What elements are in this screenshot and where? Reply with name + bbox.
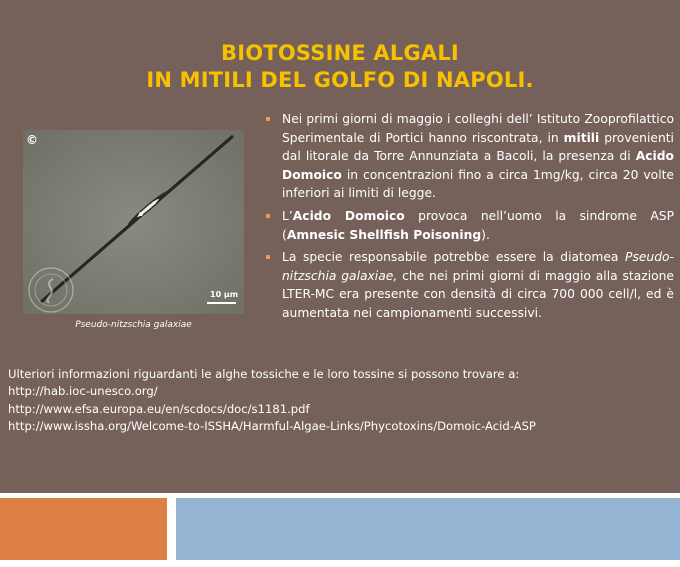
bullet-list	[264, 110, 674, 327]
bullet-text: che nei primi giorni di maggio alla stazione LTER-MC era presente con densità di circa 700 000 cell/l, ed è aumentata nei campionamenti successivi.	[282, 268, 674, 320]
scale-bar	[207, 302, 236, 304]
bullet-item	[264, 110, 674, 203]
image-caption: Pseudo-nitzschia galaxiae	[75, 320, 192, 330]
bullet-text: provenienti dal litorale da Torre Annunziata a Bacoli, la presenza di	[282, 130, 674, 164]
bullet-bold: Acido Domoico	[282, 149, 674, 182]
bullet-item	[264, 248, 674, 322]
diatom-micrograph	[23, 130, 244, 314]
micrograph-image	[23, 130, 244, 314]
footer-bar-orange	[0, 498, 167, 560]
bullet-text: in concentrazioni fino a circa 1mg/kg, circa 20 volte inferiori ai limiti di legge.	[282, 167, 674, 201]
extra-info	[8, 366, 668, 436]
bullet-dot-icon	[266, 117, 270, 121]
bullet-bold: Acido Domoico	[292, 208, 405, 223]
link-efsa[interactable]: http://www.efsa.europa.eu/en/scdocs/doc/s1181.pdf	[8, 401, 310, 416]
slide-title	[0, 40, 680, 94]
title-line-2: IN MITILI DEL GOLFO DI NAPOLI.	[146, 68, 534, 92]
bullet-text: Nei primi giorni di maggio i colleghi dell’ Istituto Zooprofilattico Sperimentale di Portici hanno riscontrata, in	[282, 112, 674, 145]
bullet-dot-icon	[266, 255, 270, 259]
bullet-bold: mitili	[563, 130, 600, 145]
bullet-dot-icon	[266, 214, 270, 218]
title-line-1: BIOTOSSINE ALGALI	[221, 41, 459, 65]
bullet-bold: Amnesic Shellfish Poisoning	[286, 227, 482, 242]
bullet-italic: Pseudo-nitzschia galaxiae,	[282, 250, 674, 283]
bullet-text: ).	[481, 227, 490, 242]
link-hab-ioc[interactable]: http://hab.ioc-unesco.org/	[8, 384, 158, 399]
bullet-item	[264, 207, 674, 244]
bullet-text: provoca nell’uomo la sindrome ASP (	[282, 208, 674, 242]
copyright-icon: ©	[26, 133, 38, 147]
link-issha[interactable]: http://www.issha.org/Welcome-to-ISSHA/Harmful-Algae-Links/Phycotoxins/Domoic-Acid-ASP	[8, 419, 536, 434]
extra-intro: Ulteriori informazioni riguardanti le alghe tossiche e le loro tossine si possono trovare a:	[8, 367, 520, 381]
bullet-text: L’	[282, 208, 293, 223]
bullet-text: La specie responsabile potrebbe essere la diatomea	[282, 250, 626, 265]
footer-bar-blue	[176, 498, 680, 560]
scale-label: 10 µm	[210, 290, 239, 299]
